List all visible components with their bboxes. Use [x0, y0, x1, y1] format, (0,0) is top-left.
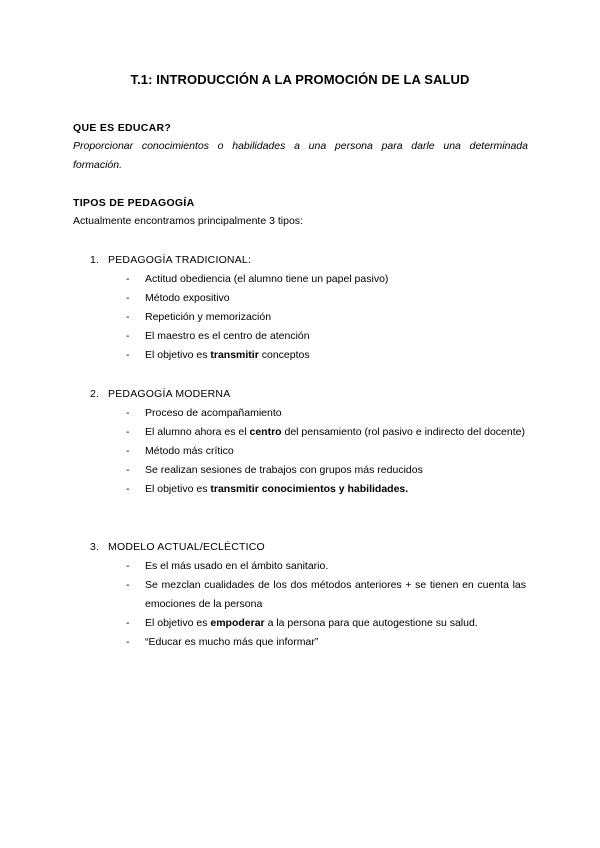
bullet-list-eclectico — [126, 557, 526, 652]
section-title-text: MODELO ACTUAL/ECLÉCTICO — [108, 541, 265, 553]
list-item: - Repetición y memorización — [126, 308, 526, 327]
list-item: - Se mezclan cualidades de los dos métodos anteriores + se tienen en cuenta las emociones de la persona — [126, 576, 526, 614]
bullet-dash: - — [126, 579, 130, 591]
bullet-dash: - — [126, 617, 130, 629]
section-title-moderna — [90, 388, 230, 400]
section-title-eclectico — [90, 541, 265, 553]
bullet-dash: - — [126, 560, 130, 572]
list-item: - Proceso de acompañamiento — [126, 404, 526, 423]
bullet-dash: - — [126, 330, 130, 342]
list-item: - Es el más usado en el ámbito sanitario. — [126, 557, 526, 576]
list-item: - El objetivo es transmitir conocimientos y habilidades. — [126, 480, 526, 499]
list-item: - El objetivo es transmitir conceptos — [126, 346, 526, 365]
document-title: T.1: INTRODUCCIÓN A LA PROMOCIÓN DE LA SALUD — [130, 72, 470, 87]
list-item: - Actitud obediencia (el alumno tiene un papel pasivo) — [126, 270, 526, 289]
list-item: - “Educar es mucho más que informar” — [126, 633, 526, 652]
emphasis: transmitir — [210, 349, 259, 361]
bullet-dash: - — [126, 426, 130, 438]
section-title-text: PEDAGOGÍA TRADICIONAL: — [108, 254, 252, 266]
emphasis: centro — [249, 426, 282, 438]
emphasis: transmitir conocimientos y habilidades. — [210, 483, 409, 495]
section-number: 3. — [90, 541, 100, 553]
bullet-list-tradicional — [126, 270, 526, 365]
bullet-dash: - — [126, 311, 130, 323]
bullet-dash: - — [126, 483, 130, 495]
list-item: - El alumno ahora es el centro del pensamiento (rol pasivo e indirecto del docente) — [126, 423, 526, 442]
list-item: - El maestro es el centro de atención — [126, 327, 526, 346]
list-item: - Se realizan sesiones de trabajos con grupos más reducidos — [126, 461, 526, 480]
list-item: - El objetivo es empoderar a la persona para que autogestione su salud. — [126, 614, 526, 633]
bullet-dash: - — [126, 445, 130, 457]
section-title-tradicional — [90, 254, 251, 266]
bullet-dash: - — [126, 273, 130, 285]
intro-paragraph: Actualmente encontramos principalmente 3 tipos: — [73, 215, 303, 227]
heading-que-es-educar: QUE ES EDUCAR? — [73, 122, 172, 134]
list-item: - Método más crítico — [126, 442, 526, 461]
bullet-dash: - — [126, 636, 130, 648]
heading-tipos-de-pedagogia: TIPOS DE PEDAGOGÍA — [73, 197, 195, 209]
section-number: 1. — [90, 254, 100, 266]
section-number: 2. — [90, 388, 100, 400]
list-item: - Método expositivo — [126, 289, 526, 308]
bullet-dash: - — [126, 407, 130, 419]
bullet-dash: - — [126, 464, 130, 476]
emphasis: empoderar — [210, 617, 265, 629]
section-title-text: PEDAGOGÍA MODERNA — [108, 388, 231, 400]
definition-paragraph: Proporcionar conocimientos o habilidades a una persona para darle una determinada formación. — [73, 140, 528, 171]
bullet-dash: - — [126, 292, 130, 304]
bullet-dash: - — [126, 349, 130, 361]
bullet-list-moderna — [126, 404, 526, 499]
